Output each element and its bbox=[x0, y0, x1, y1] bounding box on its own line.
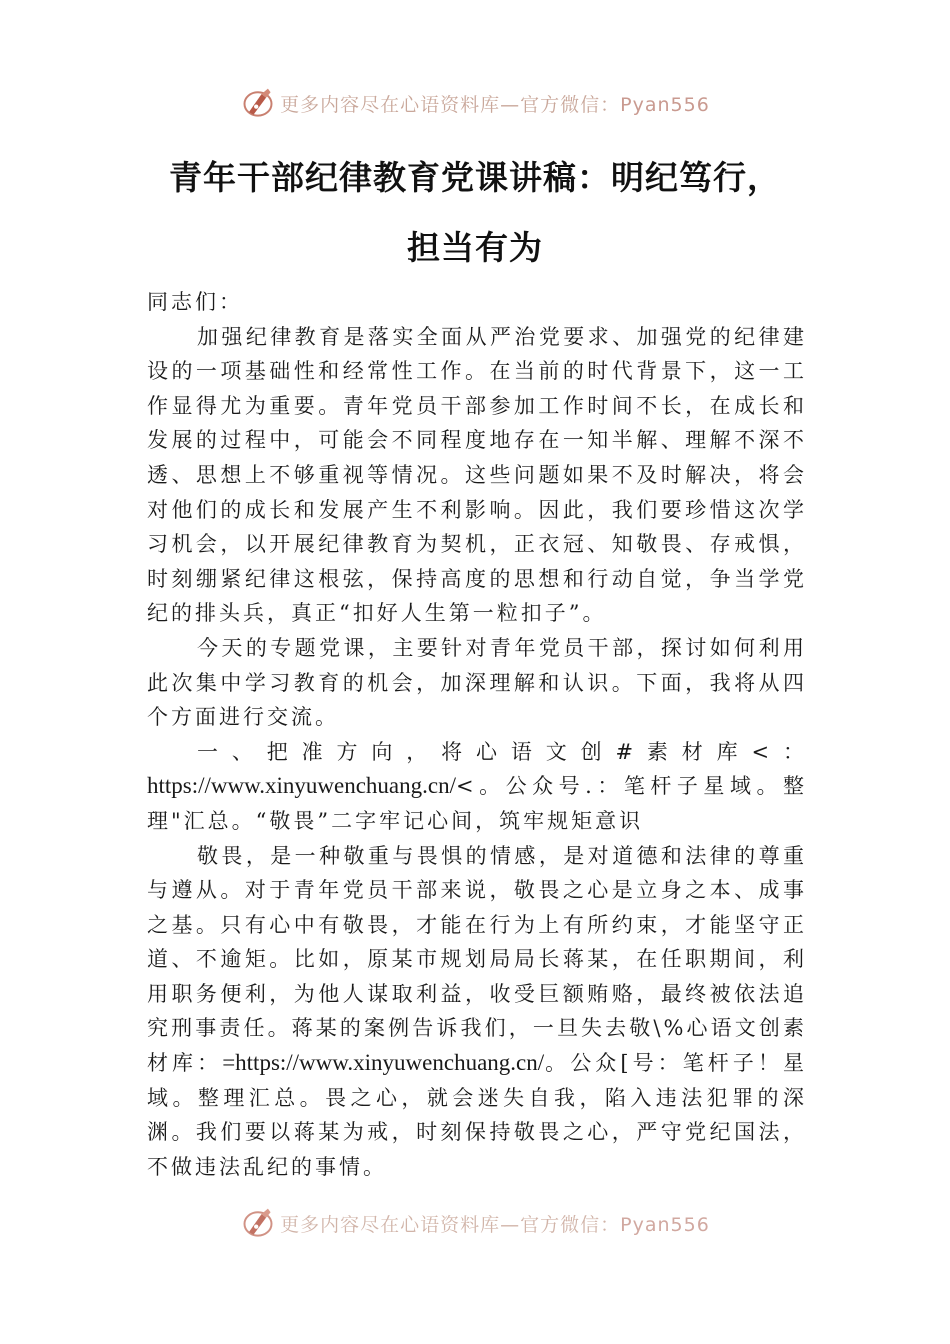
watermark-wechat-id: Pyan556 bbox=[620, 1213, 710, 1236]
watermark-text: 更多内容尽在心语资料库—官方微信： bbox=[280, 93, 621, 116]
salutation: 同志们： bbox=[147, 290, 243, 314]
paragraph: 今天的专题党课，主要针对青年党员干部，探讨如何利用此次集中学习教育的机会，加深理解和认识。下面，我将从四个方面进行交流。 bbox=[147, 635, 807, 730]
heading-text: 一、把准方向，将心语文创#素材库<： bbox=[197, 739, 807, 764]
document-body bbox=[147, 285, 807, 1184]
watermark-top bbox=[0, 83, 950, 123]
paragraph-text: 敬畏，是一种敬重与畏惧的情感，是对道德和法律的尊重与遵从。对于青年党员干部来说，敬畏之心是立身之本、成事之基。只有心中有敬畏，才能在行为上有所约束，才能坚守正道、不逾矩。比如，原某市规划局局长蒋某，在任职期间，利用职务便利，为他人谋取利益，收受巨额贿赂，最终被依法追究刑事责任。蒋某的案例告诉我们，一旦失去敬 bbox=[147, 843, 807, 1041]
watermark-text: 更多内容尽在心语资料库—官方微信： bbox=[280, 1213, 621, 1236]
paragraph-text: \%心语文创素材库： bbox=[147, 1016, 808, 1076]
section-heading-1 bbox=[147, 735, 807, 839]
watermark-bottom bbox=[0, 1203, 950, 1243]
document-title-line2: 担当有为 bbox=[407, 228, 543, 267]
heading-url: https://www.xinyuwenchuang.cn/ bbox=[147, 773, 456, 799]
paragraph-url: =https://www.xinyuwenchuang.cn/ bbox=[222, 1050, 545, 1076]
document-title-line1: 青年干部纪律教育党课讲稿：明纪笃行， bbox=[169, 158, 781, 197]
heading-text: <。公众号.：笔杆子星域。整理"汇总。“敬畏”二字牢记心间，筑牢规矩意识 bbox=[147, 774, 807, 833]
paragraph bbox=[147, 839, 807, 1185]
paragraph-text: 。公众[号：笔杆子！星域。整理汇总。畏之心，就会迷失自我，陷入违法犯罪的深渊。我们要以蒋某为戒，时刻保持敬畏之心，严守党纪国法，不做违法乱纪的事情。 bbox=[147, 1051, 807, 1179]
pen-nib-logo-icon bbox=[240, 85, 276, 121]
pen-nib-logo-icon bbox=[240, 1205, 276, 1241]
watermark-wechat-id: Pyan556 bbox=[620, 93, 710, 116]
paragraph: 加强纪律教育是落实全面从严治党要求、加强党的纪律建设的一项基础性和经常性工作。在当前的时代背景下，这一工作显得尤为重要。青年党员干部参加工作时间不长，在成长和发展的过程中，可能会不同程度地存在一知半解、理解不深不透、思想上不够重视等情况。这些问题如果不及时解决，将会对他们的成长和发展产生不利影响。因此，我们要珍惜这次学习机会，以开展纪律教育为契机，正衣冠、知敬畏、存戒惧，时刻绷紧纪律这根弦，保持高度的思想和行动自觉，争当学党纪的排头兵，真正“扣好人生第一粒扣子”。 bbox=[147, 324, 807, 626]
